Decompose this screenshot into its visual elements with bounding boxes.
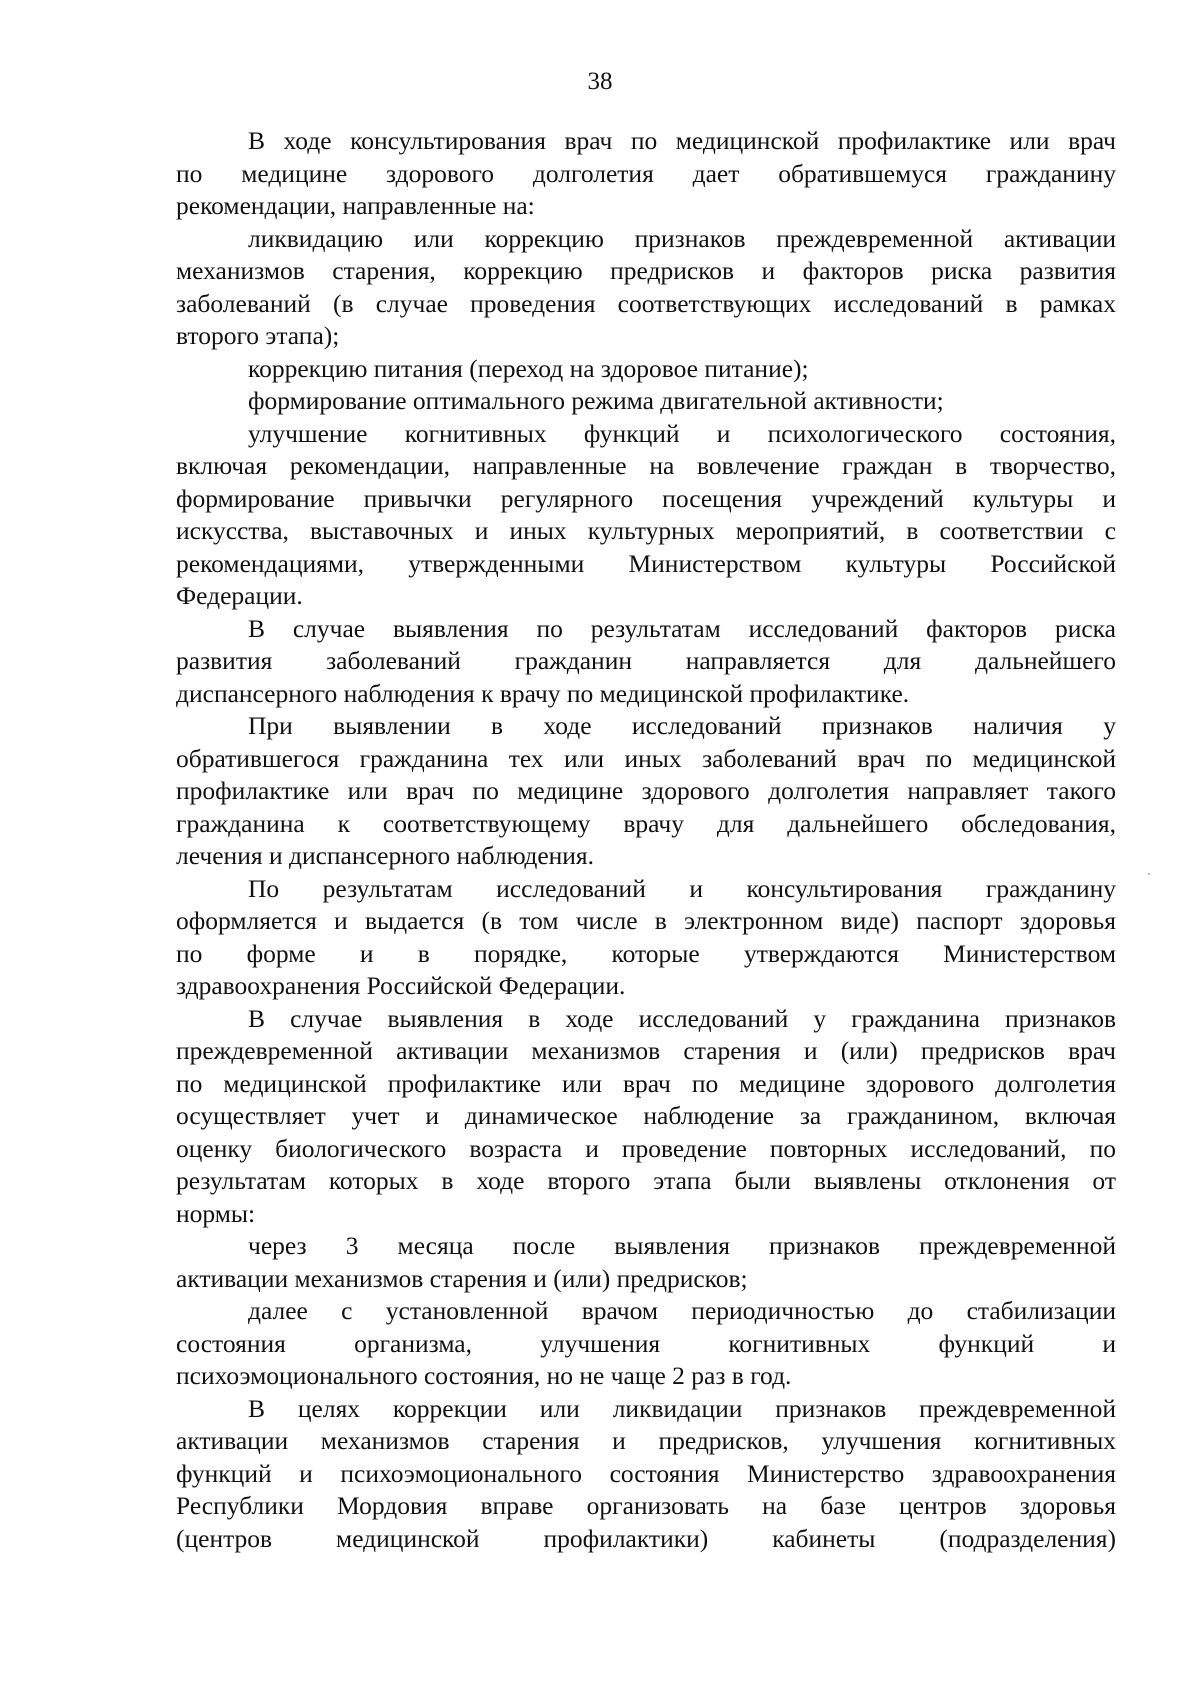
- text-line: По результатам исследований и консультирования гражданину: [248, 873, 1116, 903]
- text-line: обратившегося гражданина тех или иных заболеваний врач по медицинской: [176, 743, 1116, 773]
- text-line: профилактике или врач по медицине здорового долголетия направляет такого: [176, 776, 1116, 805]
- text-line: В ходе консультирования врач по медицинской профилактике или врач: [248, 126, 1116, 155]
- text-line: механизмов старения, коррекцию предрисков и факторов риска развития: [176, 256, 1116, 285]
- document-body: [176, 125, 1116, 1555]
- text-line: включая рекомендации, направленные на вовлечение граждан в творчество,: [176, 451, 1116, 480]
- text-line: функций и психоэмоционального состояния Министерство здравоохранения: [176, 1458, 1116, 1488]
- text-line: заболеваний (в случае проведения соответствующих исследований в рамках: [176, 288, 1116, 318]
- text-line: формирование оптимального режима двигательной активности;: [248, 386, 944, 415]
- text-line: далее с установленной врачом периодичностью до стабилизации: [248, 1296, 1116, 1325]
- text-line: коррекцию питания (переход на здоровое питание);: [248, 353, 809, 383]
- text-line: рекомендациями, утвержденными Министерством культуры Российской: [176, 548, 1116, 578]
- text-line: Республики Мордовия вправе организовать на базе центров здоровья: [176, 1491, 1116, 1520]
- text-line: гражданина к соответствующему врачу для дальнейшего обследования,: [176, 808, 1116, 838]
- text-line: Федерации.: [176, 581, 303, 610]
- text-line: ликвидацию или коррекцию признаков преждевременной активации: [248, 223, 1116, 253]
- text-line: улучшение когнитивных функций и психологического состояния,: [248, 418, 1116, 448]
- text-line: активации механизмов старения и предрисков, улучшения когнитивных: [176, 1426, 1116, 1455]
- text-line: В случае выявления по результатам исследований факторов риска: [248, 613, 1116, 643]
- text-line: по медицине здорового долголетия дает обратившемуся гражданину: [176, 158, 1116, 188]
- text-line: лечения и диспансерного наблюдения.: [176, 841, 595, 870]
- text-line: психоэмоционального состояния, но не чаще 2 раз в год.: [176, 1361, 792, 1390]
- text-line: рекомендации, направленные на:: [176, 191, 535, 220]
- text-line: В целях коррекции или ликвидации признаков преждевременной: [248, 1393, 1116, 1423]
- text-line: состояния организма, улучшения когнитивных функций и: [176, 1328, 1116, 1358]
- text-line: развития заболеваний гражданин направляется для дальнейшего: [176, 646, 1116, 675]
- text-line: осуществляет учет и динамическое наблюдение за гражданином, включая: [176, 1101, 1116, 1130]
- text-line: второго этапа);: [176, 321, 340, 350]
- text-line: При выявлении в ходе исследований признаков наличия у: [248, 711, 1116, 740]
- text-line: по форме и в порядке, которые утверждаются Министерством: [176, 938, 1116, 968]
- text-line: формирование привычки регулярного посещения учреждений культуры и: [176, 483, 1116, 513]
- text-line: В случае выявления в ходе исследований у гражданина признаков: [248, 1003, 1116, 1033]
- text-line: (центров медицинской профилактики) кабинеты (подразделения): [176, 1523, 1116, 1553]
- text-line: оценку биологического возраста и проведение повторных исследований, по: [176, 1133, 1116, 1163]
- text-line: результатам которых в ходе второго этапа были выявлены отклонения от: [176, 1166, 1116, 1195]
- text-line: активации механизмов старения и (или) предрисков;: [176, 1263, 748, 1293]
- text-line: по медицинской профилактике или врач по медицине здорового долголетия: [176, 1068, 1116, 1098]
- text-line: нормы:: [176, 1198, 256, 1228]
- text-line: оформляется и выдается (в том числе в электронном виде) паспорт здоровья: [176, 906, 1116, 935]
- text-line: здравоохранения Российской Федерации.: [176, 971, 626, 1000]
- text-line: через 3 месяца после выявления признаков преждевременной: [248, 1231, 1116, 1260]
- page-number: 38: [587, 68, 613, 95]
- text-line: преждевременной активации механизмов старения и (или) предрисков врач: [176, 1036, 1116, 1065]
- scan-speck: [1148, 873, 1150, 875]
- text-line: искусства, выставочных и иных культурных мероприятий, в соответствии с: [176, 516, 1116, 545]
- text-line: диспансерного наблюдения к врачу по медицинской профилактике.: [176, 678, 910, 708]
